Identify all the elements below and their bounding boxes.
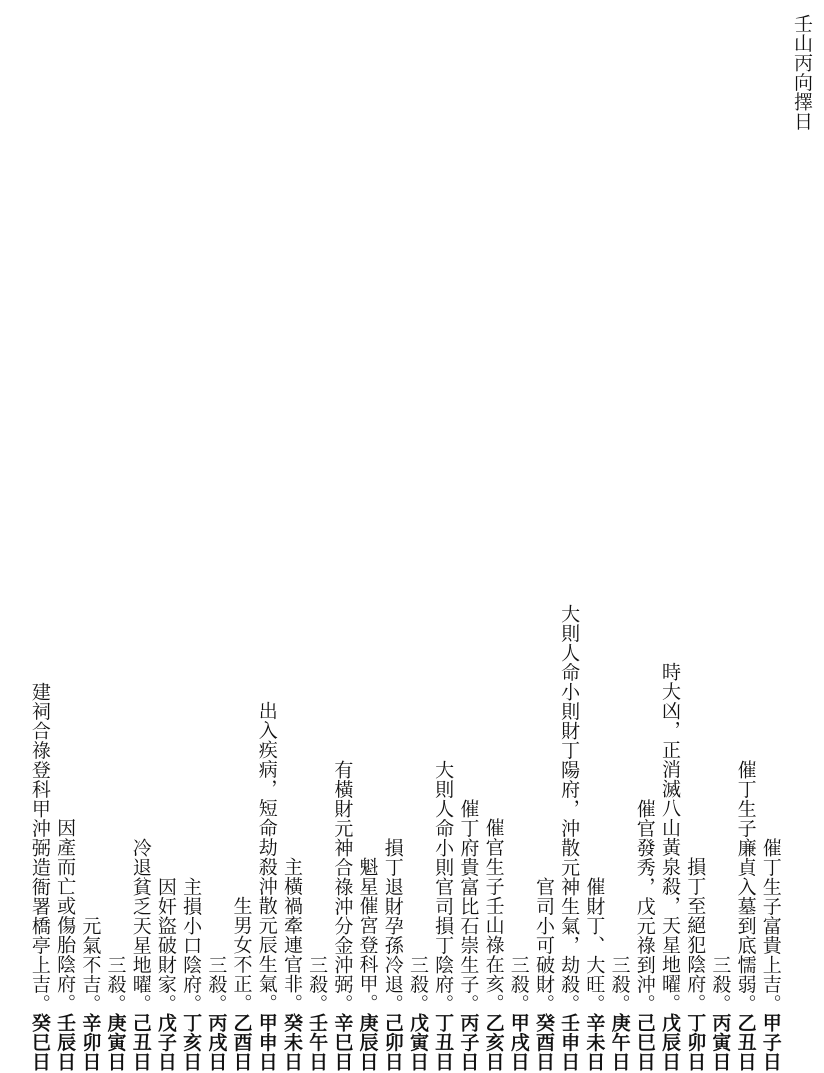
day-label: 甲戌日 (507, 1013, 530, 1072)
day-entry (531, 14, 556, 1073)
day-description: 催丁生子廉貞入墓到底懦弱。 (734, 759, 757, 1013)
day-entry (556, 14, 581, 1073)
day-entry (657, 14, 682, 1073)
day-description: 魁星催宮登科甲。 (356, 857, 379, 1013)
day-label: 癸酉日 (532, 1013, 555, 1072)
day-label: 丁丑日 (432, 1013, 455, 1072)
day-label: 戊辰日 (658, 1013, 681, 1072)
day-entry (354, 14, 379, 1073)
day-label: 丙寅日 (709, 1013, 732, 1072)
day-label: 丁卯日 (684, 1013, 707, 1072)
day-description: 大則人命小則財丁陽府，沖散元神生氣，劫殺。 (558, 603, 581, 1013)
day-entry (682, 14, 707, 1073)
day-entry (707, 14, 732, 1073)
day-entry (732, 14, 757, 1073)
day-description: 催丁生子富貴上吉。 (759, 837, 782, 1013)
page-title: 壬山丙向擇日 (791, 14, 813, 131)
day-label: 辛巳日 (331, 1013, 354, 1072)
day-label: 庚午日 (608, 1013, 631, 1072)
day-entry (102, 14, 127, 1073)
day-description: 出入疾病，短命劫殺沖散元辰生氣。 (255, 701, 278, 1013)
day-entry (77, 14, 102, 1073)
day-description: 損丁退財孕孫冷退。 (381, 837, 404, 1013)
day-description: 因奸盜破財家。 (154, 876, 177, 1013)
day-label: 癸未日 (280, 1013, 303, 1072)
day-entry (632, 14, 657, 1073)
day-label: 乙丑日 (734, 1013, 757, 1072)
day-description: 生男女不正。 (230, 896, 253, 1013)
day-entry (430, 14, 455, 1073)
day-label: 壬辰日 (54, 1013, 77, 1072)
day-description: 主損小口陰府。 (180, 876, 203, 1013)
day-label: 己卯日 (381, 1013, 404, 1072)
day-description: 損丁至絕犯陰府。 (684, 857, 707, 1013)
day-description: 催丁府貴富比石崇生子。 (457, 798, 480, 1013)
day-entry (178, 14, 203, 1073)
day-label: 辛未日 (583, 1013, 606, 1072)
day-entry (52, 14, 77, 1073)
day-entry (203, 14, 228, 1073)
day-entry (480, 14, 505, 1073)
day-description: 三殺。 (205, 954, 228, 1013)
day-description: 催財丁、大旺。 (583, 876, 606, 1013)
day-label: 癸巳日 (28, 1013, 51, 1072)
day-entry (254, 14, 279, 1073)
day-description: 冷退貧乏天星地曜。 (129, 837, 152, 1013)
day-description: 時大凶，正消滅八山黃泉殺，天星地曜。 (658, 662, 681, 1013)
day-description: 因產而亡或傷胎陰府。 (54, 818, 77, 1013)
day-label: 丙子日 (457, 1013, 480, 1072)
day-entry (128, 14, 153, 1073)
day-label: 戊寅日 (406, 1013, 429, 1072)
day-label: 甲子日 (759, 1013, 782, 1072)
day-entry (606, 14, 631, 1073)
day-label: 乙亥日 (482, 1013, 505, 1072)
day-description: 元氣不吉。 (79, 915, 102, 1013)
day-entry (405, 14, 430, 1073)
day-label: 乙酉日 (230, 1013, 253, 1072)
day-label: 庚寅日 (104, 1013, 127, 1072)
day-label: 甲申日 (255, 1013, 278, 1072)
day-entry (279, 14, 304, 1073)
day-description: 三殺。 (306, 954, 329, 1013)
day-description: 官司小可破財。 (532, 876, 555, 1013)
day-entry (581, 14, 606, 1073)
day-description: 大則人命小則官司損丁陰府。 (432, 759, 455, 1013)
day-label: 丙戌日 (205, 1013, 228, 1072)
day-description: 三殺。 (406, 954, 429, 1013)
day-description: 催官生子壬山祿在亥。 (482, 818, 505, 1013)
day-description: 三殺。 (608, 954, 631, 1013)
day-entry (506, 14, 531, 1073)
day-entry (304, 14, 329, 1073)
day-entry (758, 14, 783, 1073)
day-description: 三殺。 (507, 954, 530, 1013)
day-label: 壬午日 (306, 1013, 329, 1072)
day-entry (153, 14, 178, 1073)
day-label: 丁亥日 (180, 1013, 203, 1072)
day-description: 主橫禍牽連官非。 (280, 857, 303, 1013)
day-description: 有橫財元神合祿沖分金沖弼。 (331, 759, 354, 1013)
day-description: 三殺。 (104, 954, 127, 1013)
day-label: 己巳日 (633, 1013, 656, 1072)
day-entry (380, 14, 405, 1073)
day-label: 庚辰日 (356, 1013, 379, 1072)
day-entry (329, 14, 354, 1073)
day-description: 三殺。 (709, 954, 732, 1013)
day-entry (27, 14, 52, 1073)
day-entry (228, 14, 253, 1073)
day-label: 辛卯日 (79, 1013, 102, 1072)
day-description: 催官發秀，戊元祿到沖。 (633, 798, 656, 1013)
day-label: 壬申日 (558, 1013, 581, 1072)
day-label: 己丑日 (129, 1013, 152, 1072)
day-label: 戊子日 (154, 1013, 177, 1072)
day-entry (455, 14, 480, 1073)
day-description: 建祠合祿登科甲沖弼造衙署橋亭上吉。 (28, 681, 51, 1013)
